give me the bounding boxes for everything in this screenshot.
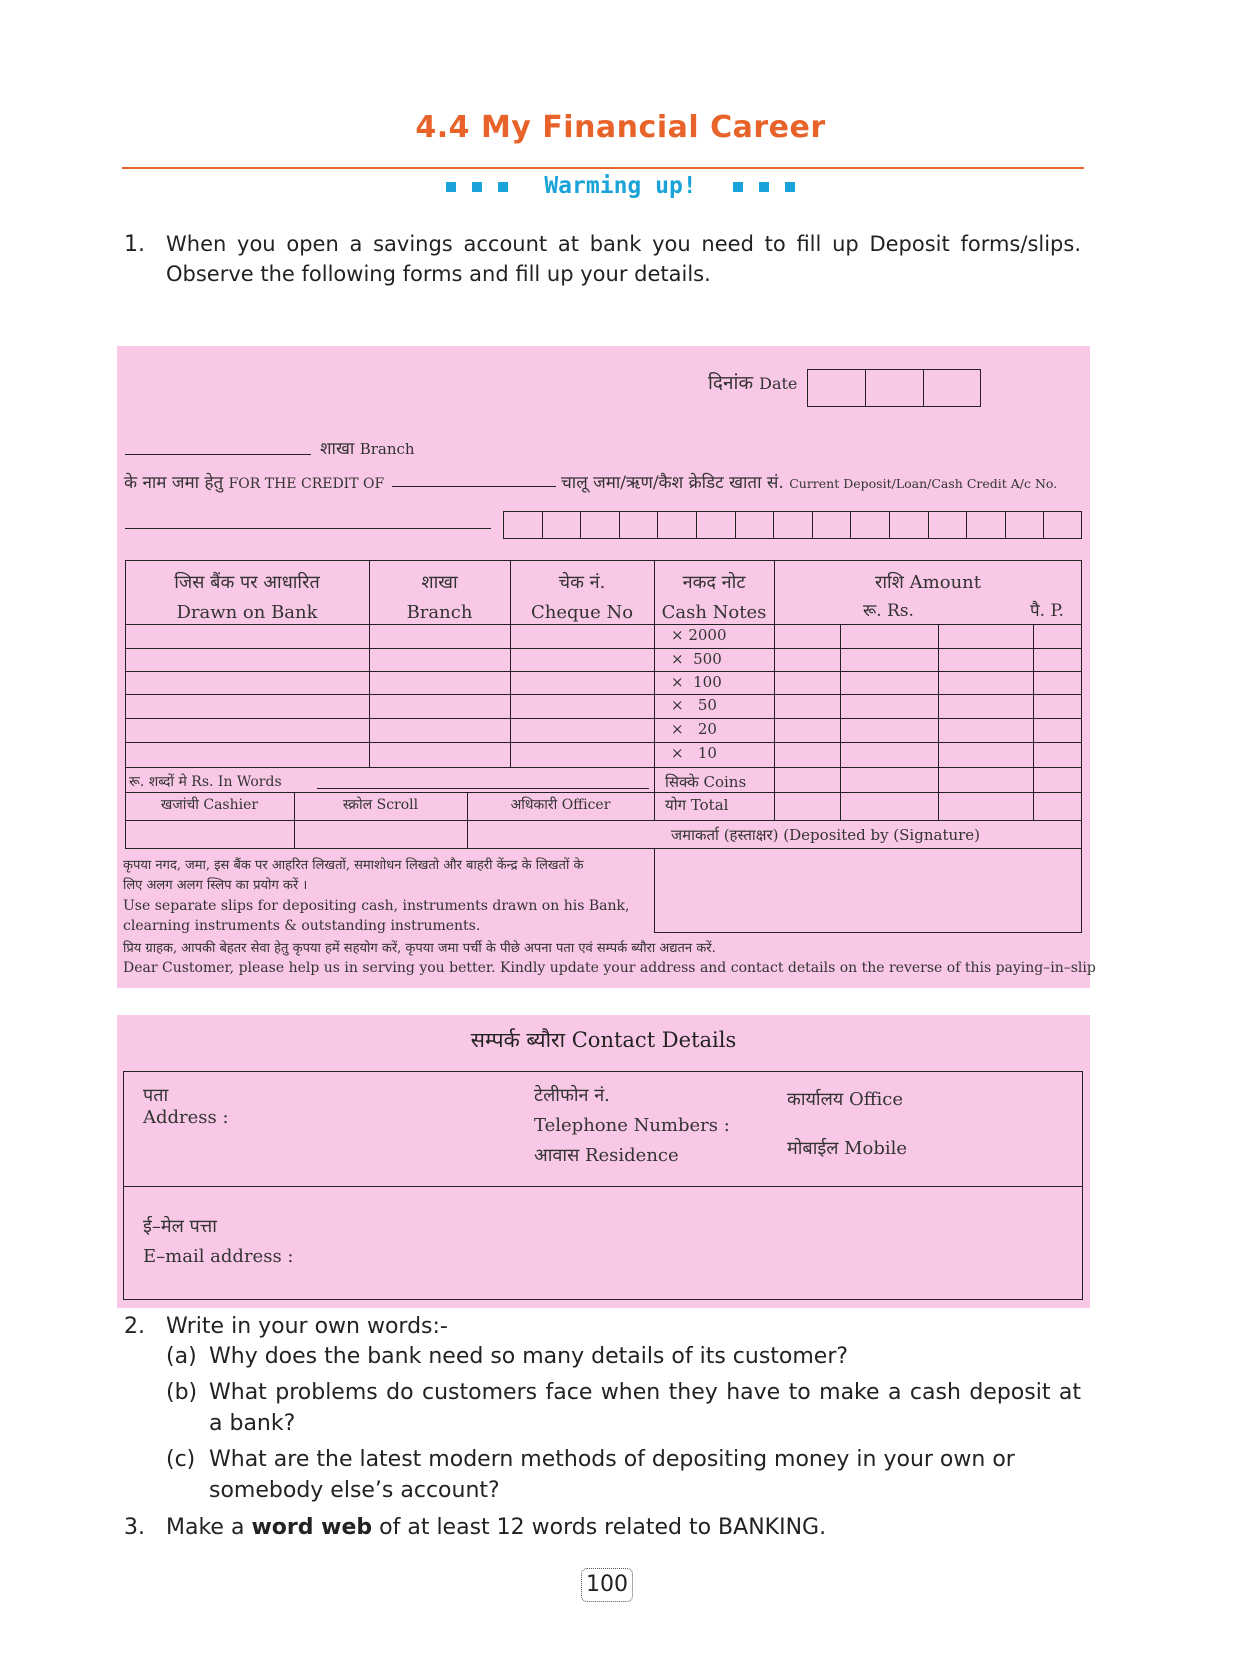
table-row-line <box>125 820 1082 821</box>
square-icon <box>759 182 769 192</box>
denomination-label: × 500 <box>671 650 722 668</box>
office-field[interactable]: कार्यालय Office <box>787 1089 903 1110</box>
cashier-label: खजांची Cashier <box>160 797 259 813</box>
question-2c-line-2: somebody else’s account? <box>209 1478 500 1503</box>
deposit-slip <box>117 346 1096 988</box>
question-1-line-2: Observe the following forms and fill up your details. <box>166 262 711 286</box>
question-2c-label: (c) <box>166 1447 196 1472</box>
page-number: 100 <box>581 1568 633 1602</box>
slip-instructions: कृपया नगद, जमा, इस बैंक पर आहरित लिखतों, समाशोधन लिखतो और बाहरी केंन्द्र के लिखतों के लिए अलग अलग स्लिप का प्रयोग करें । Use separate slips for depositing cash, instruments drawn on his Bank, clearning instruments & outstanding instruments. <box>123 858 630 934</box>
paise-label: पै. P. <box>1030 601 1064 621</box>
contact-details-form <box>117 1015 1090 1308</box>
account-digit-divider <box>812 512 813 538</box>
square-icon <box>785 182 795 192</box>
divider <box>1033 624 1034 820</box>
warming-up-heading <box>0 173 1241 199</box>
name-blank[interactable] <box>125 528 491 529</box>
account-digit-divider <box>1005 512 1006 538</box>
officer-label: अधिकारी Officer <box>510 797 611 813</box>
table-row-line <box>125 718 1082 719</box>
table-row-line <box>125 671 1082 672</box>
table-row-line <box>125 648 1082 649</box>
square-icon <box>472 182 482 192</box>
credit-of-label: के नाम जमा हेतु FOR THE CREDIT OF <box>124 473 385 493</box>
account-digit-divider <box>619 512 620 538</box>
question-2b-line-1: What problems do customers face when they have to make a cash deposit at <box>209 1380 1081 1405</box>
question-2a-label: (a) <box>166 1344 197 1369</box>
account-digit-divider <box>542 512 543 538</box>
denomination-label: × 50 <box>671 696 717 714</box>
coins-label: सिक्के Coins <box>665 773 747 791</box>
col-cheque-no: चेक नं. Cheque No <box>530 572 634 623</box>
square-icon <box>446 182 456 192</box>
signature-box[interactable] <box>654 848 1082 933</box>
question-3-text: Make a word web of at least 12 words related to BANKING. <box>166 1515 827 1540</box>
question-2b-label: (b) <box>166 1380 198 1405</box>
divider <box>938 624 939 820</box>
account-number-boxes[interactable] <box>503 511 1082 539</box>
rs-in-words-blank[interactable] <box>317 788 649 789</box>
divider <box>865 369 866 407</box>
deposited-by-label: जमाकर्ता (हस्ताक्षर) (Deposited by (Signature) <box>671 826 981 844</box>
table-row-line <box>125 694 1082 695</box>
address-field[interactable]: पता Address : <box>143 1085 229 1128</box>
rupees-label: रू. Rs. <box>863 601 914 621</box>
account-digit-divider <box>580 512 581 538</box>
square-icon <box>733 182 743 192</box>
contact-heading: सम्पर्क ब्यौरा Contact Details <box>470 1028 737 1052</box>
title-rule <box>122 167 1084 169</box>
account-digit-divider <box>850 512 851 538</box>
question-3-number: 3. <box>124 1515 145 1540</box>
rs-in-words-label: रू. शब्दों मे Rs. In Words <box>129 774 282 790</box>
scroll-label: स्क्रोल Scroll <box>342 797 419 813</box>
question-2c-line-1: What are the latest modern methods of depositing money in your own or <box>209 1447 1015 1472</box>
account-digit-divider <box>928 512 929 538</box>
account-digit-divider <box>696 512 697 538</box>
dear-customer-english: Dear Customer, please help us in serving you better. Kindly update your address and contact details on the reverse of this paying–in–slip <box>123 960 1096 976</box>
account-number-label: चालू जमा/ऋण/कैश क्रेडिट खाता सं. Current Deposit/Loan/Cash Credit A/c No. <box>561 473 1058 493</box>
warming-up-label: Warming up! <box>544 173 697 199</box>
table-row-line <box>125 742 1082 743</box>
table-row-line <box>125 767 1082 768</box>
total-label: योग Total <box>665 796 729 814</box>
divider <box>123 1186 1083 1187</box>
denomination-label: × 10 <box>671 744 717 762</box>
square-icon <box>498 182 508 192</box>
account-digit-divider <box>1043 512 1044 538</box>
date-label: दिनांक Date <box>708 372 798 394</box>
table-row-line <box>125 624 1082 625</box>
denomination-label: × 100 <box>671 673 722 691</box>
question-2-text: Write in your own words:- <box>166 1314 448 1339</box>
account-digit-divider <box>657 512 658 538</box>
question-2a-text: Why does the bank need so many details of its customer? <box>209 1344 849 1369</box>
table-row-line <box>125 792 1082 793</box>
telephone-field[interactable]: टेलीफोन नं. Telephone Numbers : आवास Residence <box>534 1085 730 1166</box>
divider <box>840 624 841 820</box>
account-digit-divider <box>735 512 736 538</box>
mobile-field[interactable]: मोबाईल Mobile <box>787 1138 908 1159</box>
branch-blank[interactable] <box>125 454 311 455</box>
question-1-line-1: When you open a savings account at bank you need to fill up Deposit forms/slips. <box>166 232 1081 256</box>
col-branch: शाखा Branch <box>406 572 473 623</box>
credit-of-blank[interactable] <box>392 486 556 487</box>
branch-label: शाखा Branch <box>320 439 415 459</box>
divider <box>774 560 775 820</box>
question-1-number: 1. <box>124 232 145 257</box>
dear-customer-hindi: प्रिय ग्राहक, आपकी बेहतर सेवा हेतु कृपया हमें सहयोग करें, कृपया जमा पर्ची के पीछे अपना पता एवं सम्पर्क ब्यौरा अद्यतन करें. <box>123 941 716 956</box>
date-boxes[interactable] <box>807 369 981 407</box>
question-2-number: 2. <box>124 1314 145 1339</box>
question-2b-line-2: a bank? <box>209 1411 296 1436</box>
col-drawn-on-bank: जिस बैंक पर आधारित Drawn on Bank <box>174 572 320 623</box>
account-digit-divider <box>773 512 774 538</box>
denomination-label: × 2000 <box>671 626 727 644</box>
divider <box>923 369 924 407</box>
col-amount: राशि Amount <box>875 572 981 593</box>
email-field[interactable]: ई–मेल पत्ता E–mail address : <box>143 1216 294 1267</box>
page-title: 4.4 My Financial Career <box>415 110 826 145</box>
account-digit-divider <box>966 512 967 538</box>
denomination-label: × 20 <box>671 720 717 738</box>
col-cash-notes: नकद नोट Cash Notes <box>661 572 767 623</box>
account-digit-divider <box>889 512 890 538</box>
